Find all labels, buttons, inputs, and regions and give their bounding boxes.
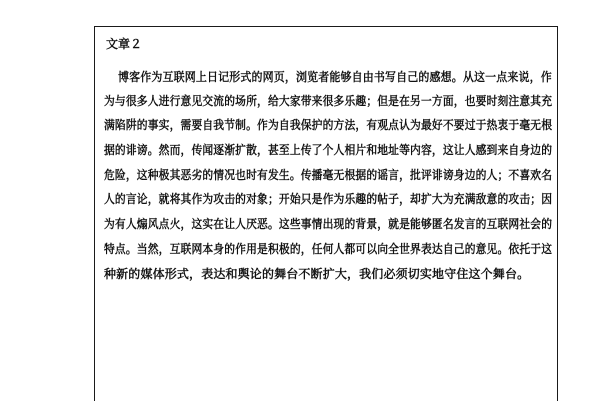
paragraph-line-2: 为与很多人进行意见交流的场所，给大家带来很多乐趣；但是在另一方面，也要时刻注意其充 — [104, 94, 553, 108]
paragraph-line-8: 特点。当然，互联网本身的作用是积极的，任何人都可以向全世界表达自己的意见。依托于这 — [104, 242, 553, 256]
paragraph-line-5: 危险，这种极其恶劣的情况也时有发生。传播毫无根据的谣言，批评诽谤身边的人；不喜欢名 — [104, 168, 553, 182]
paragraph-line-9: 种新的媒体形式，表达和舆论的舞台不断扩大，我们必须切实地守住这个舞台。 — [104, 267, 530, 281]
paragraph-line-1: 博客作为互联网上日记形式的网页，浏览者能够自由书写自己的感想。从这一点来说，作 — [118, 70, 552, 84]
paragraph-line-3: 满陷阱的事实，需要自我节制。作为自我保护的方法，有观点认为最好不要过于热衷于毫无根 — [104, 118, 553, 132]
paragraph-line-7: 为有人煽风点火，这实在让人厌恶。这些事情出现的背景，就是能够匿名发言的互联网社会的 — [104, 217, 553, 231]
article-heading: 文章２ — [106, 37, 143, 51]
paragraph-line-4: 据的诽谤。然而，传闻逐渐扩散，甚至上传了个人相片和地址等内容，这让人感到来自身边的 — [104, 143, 553, 157]
paragraph-line-6: 人的言论，就将其作为攻击的对象；开始只是作为乐趣的帖子，却扩大为充满敌意的攻击；因 — [104, 192, 553, 206]
